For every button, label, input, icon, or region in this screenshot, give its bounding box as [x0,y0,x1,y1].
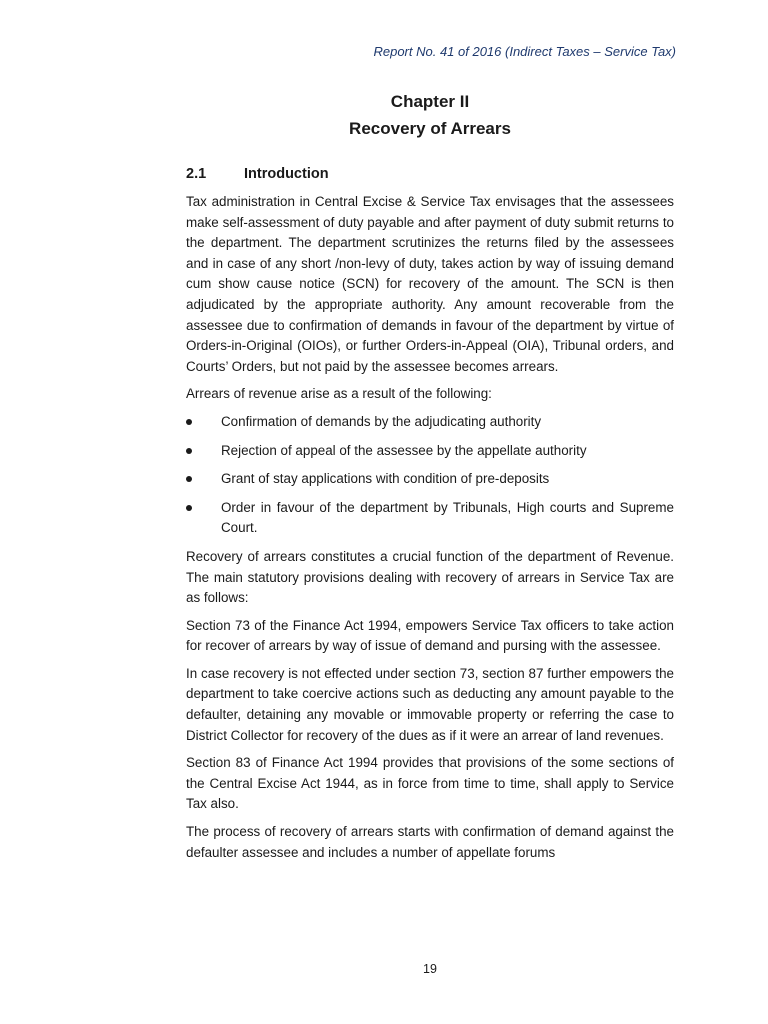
bullet-icon [186,419,192,425]
paragraph: The process of recovery of arrears starts with confirmation of demand against the defaulter assessee and includes a number of appellate forums [186,824,674,860]
bullet-icon [186,448,192,454]
section-title: Introduction [244,166,329,182]
chapter-heading [186,88,674,142]
list-item [186,469,674,490]
section-heading [186,164,674,184]
paragraph: Recovery of arrears constitutes a crucial function of the department of Revenue. The main statutory provisions dealing with recovery of arrears in Service Tax are as follows: [186,548,674,606]
list-item-text: Rejection of appeal of the assessee by the appellate authority [221,442,587,458]
section-number: 2.1 [186,166,207,182]
list-item [186,498,674,539]
paragraph: Arrears of revenue arise as a result of the following: [186,386,492,402]
chapter-number: Chapter II [390,92,470,111]
page-number: 19 [423,962,437,976]
chapter-title: Recovery of Arrears [349,119,511,138]
list-item-text: Confirmation of demands by the adjudicating authority [221,413,542,429]
paragraph: Section 83 of Finance Act 1994 provides that provisions of the some sections of the Central Excise Act 1944, as in force from time to time, shall apply to Service Tax also. [186,755,674,812]
bullet-icon [186,505,192,511]
list-item [186,412,674,433]
list-item-text: Grant of stay applications with condition of pre-deposits [221,471,550,487]
bullet-list [186,412,674,539]
list-item [186,441,674,462]
paragraph: Tax administration in Central Excise & Service Tax envisages that the assessees make self-assessment of duty payable and after payment of duty submit returns to the department. The department scrutinizes the returns filed by the assessees and in case of any short /non-levy of duty, takes action by way of issuing demand cum show cause notice (SCN) for recovery of the amount. The SCN is then adjudicated by the appropriate authority. Any amount recoverable from the assessee due to confirmation of demands in favour of the department by virtue of Orders-in-Original (OIOs), or further Orders-in-Appeal (OIA), Tribunal orders, and Courts’ Orders, but not paid by the assessee becomes arrears. [186,194,674,374]
bullet-icon [186,476,192,482]
paragraph: In case recovery is not effected under section 73, section 87 further empowers the department to take coercive actions such as deducting any amount payable to the defaulter, detaining any movable or immovable property or referring the case to District Collector for recovery of the dues as if it were an arrear of land revenues. [186,665,674,743]
running-header: Report No. 41 of 2016 (Indirect Taxes – Service Tax) [373,44,676,59]
list-item-text: Order in favour of the department by Tribunals, High courts and Supreme Court. [221,499,674,536]
paragraph: Section 73 of the Finance Act 1994, empowers Service Tax officers to take action for recover of arrears by way of issue of demand and pursing with the assessee. [186,617,674,654]
body-text [186,192,674,870]
